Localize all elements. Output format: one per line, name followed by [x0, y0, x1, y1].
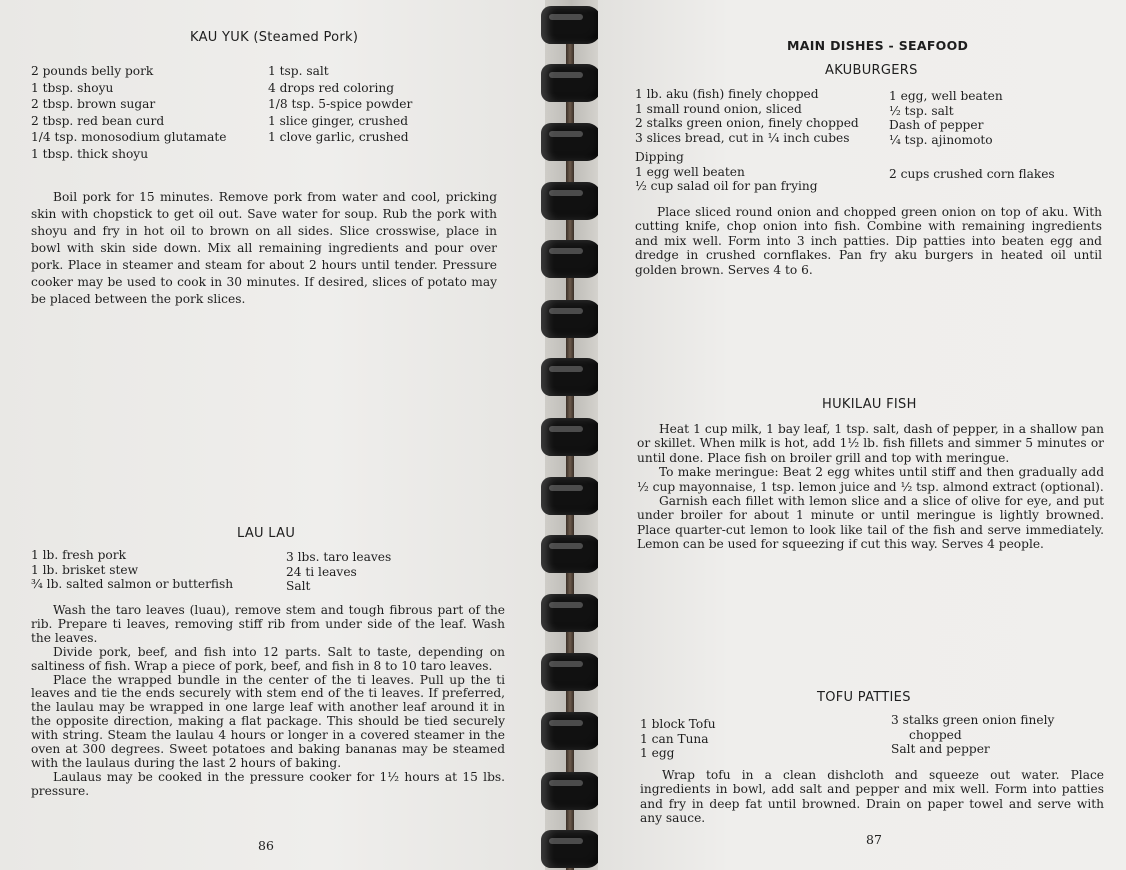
ingredient-item: 1/8 tsp. 5-spice powder	[268, 97, 413, 112]
direction-paragraph: Garnish each fillet with lemon slice and a slice of olive for eye, and put under broiler for about 1 minute or until meringue is lightly browned. Place quarter-cut lemon to look like tail of the fish and serve immediately. Lemon can be used for squeezing if cut this way. Serves 4 people.	[637, 494, 1104, 552]
ingredient-item: 1 slice ginger, crushed	[268, 113, 409, 128]
direction-paragraph: Divide pork, beef, and fish into 12 parts. Salt to taste, depending on saltiness of fish. Wrap a piece of pork, beef, and fish in 8 to 10 taro leaves.	[31, 644, 505, 673]
akuburgers-directions-text: Place sliced round onion and chopped green onion on top of aku. With cutting knife, chop onion into fish. Combine with remaining ingredients and mix well. Form into 3 inch patties. Dip patties into beaten egg and dredge in crushed cornflakes. Pan fry aku burgers in heated oil until golden brown. Serves 4 to 6.	[635, 205, 1102, 277]
ingredient-item: 1 tsp. salt	[268, 64, 329, 78]
spiral-coil	[541, 123, 601, 161]
ingredient-item: 2 cups crushed corn flakes	[889, 167, 1055, 181]
ingredient-item: Salt	[286, 579, 311, 594]
akuburgers-ingredients-right	[889, 89, 1003, 147]
spiral-coil	[541, 6, 601, 44]
ingredient-item: 1 egg, well beaten	[889, 89, 1003, 103]
spiral-coil	[541, 477, 601, 515]
ingredient-item: 1/4 tsp. monosodium glutamate	[31, 130, 227, 145]
ingredient-item: 2 tbsp. red bean curd	[31, 113, 165, 128]
direction-paragraph: Wash the taro leaves (luau), remove stem and tough fibrous part of the rib. Prepare ti leaves, removing stiff rib from under side of the leaf. Wash the leaves.	[31, 603, 505, 645]
ingredient-item: ½ cup salad oil for pan frying	[635, 179, 818, 194]
ingredient-item: 2 tbsp. brown sugar	[31, 97, 156, 112]
ingredient-item: 1 lb. aku (fish) finely chopped	[635, 87, 819, 101]
lau-lau-title: LAU LAU	[237, 526, 296, 541]
ingredient-item: ¼ tsp. ajinomoto	[889, 132, 993, 147]
tofu-patties-ingredients-right	[891, 713, 1054, 757]
ingredient-item: Salt and pepper	[891, 742, 990, 757]
kau-yuk-ingredients-right	[268, 63, 412, 146]
ingredient-item: 1 lb. brisket stew	[31, 562, 139, 577]
ingredient-item: 1 can Tuna	[640, 731, 709, 746]
ingredient-item: 2 stalks green onion, finely chopped	[635, 116, 859, 131]
spiral-coil	[541, 535, 601, 573]
ingredient-item: 4 drops red coloring	[268, 80, 395, 95]
kau-yuk-ingredients-left	[31, 63, 227, 163]
spiral-coil	[541, 830, 601, 868]
ingredient-item: 3 slices bread, cut in ¼ inch cubes	[635, 130, 850, 145]
ingredient-item: ¾ lb. salted salmon or butterfish	[31, 577, 234, 592]
spiral-coil	[541, 64, 601, 102]
spiral-coil	[541, 653, 601, 691]
lau-lau-directions	[31, 604, 505, 799]
hukilau-fish-directions	[637, 422, 1104, 552]
akuburgers-dipping-right	[889, 167, 1055, 182]
ingredient-item: 3 stalks green onion finely	[891, 713, 1055, 727]
direction-paragraph: To make meringue: Beat 2 egg whites until stiff and then gradually add ½ cup mayonnaise, 1 tsp. lemon juice and ½ tsp. almond extract (optional).	[637, 465, 1104, 494]
page-number-left: 86	[258, 838, 274, 853]
hukilau-fish-title: HUKILAU FISH	[822, 397, 917, 412]
lau-lau-ingredients-left	[31, 548, 233, 592]
spiral-coil	[541, 594, 601, 632]
spiral-coil	[541, 772, 601, 810]
page-number-right: 87	[866, 832, 882, 847]
spiral-coil	[541, 182, 601, 220]
ingredient-item: 1 tbsp. thick shoyu	[31, 146, 149, 161]
ingredient-item: 1 clove garlic, crushed	[268, 130, 409, 145]
spiral-coil	[541, 712, 601, 750]
spiral-coil	[541, 418, 601, 456]
akuburgers-ingredients-left	[635, 87, 859, 145]
ingredient-item: ½ tsp. salt	[889, 103, 954, 118]
ingredient-item: 1 small round onion, sliced	[635, 101, 802, 116]
section-title: MAIN DISHES - SEAFOOD	[787, 38, 969, 53]
direction-paragraph: Laulaus may be cooked in the pressure cooker for 1½ hours at 15 lbs. pressure.	[31, 769, 505, 798]
ingredient-item: 2 pounds belly pork	[31, 64, 154, 78]
spiral-coil	[541, 300, 601, 338]
ingredient-item: chopped	[909, 727, 962, 742]
ingredient-item: 1 egg well beaten	[635, 164, 745, 179]
spiral-coil	[541, 358, 601, 396]
tofu-patties-directions	[640, 768, 1104, 826]
tofu-patties-directions-text: Wrap tofu in a clean dishcloth and squeeze out water. Place ingredients in bowl, add salt and pepper and mix well. Form into patties and fry in deep fat until browned. Drain on paper towel and serve with any sauce.	[640, 768, 1104, 826]
ingredient-item: 3 lbs. taro leaves	[286, 550, 392, 564]
kau-yuk-directions-text: Boil pork for 15 minutes. Remove pork from water and cool, pricking skin with chopstick to get oil out. Save water for soup. Rub the pork with shoyu and fry in hot oil to brown on all sides. Slice crosswise, place in bowl with skin side down. Mix all remaining ingredients and pour over pork. Place in steamer and steam for about 2 hours until tender. Pressure cooker may be used to cook in 30 minutes. If desired, slices of potato may be placed between the pork slices.	[31, 190, 497, 306]
ingredient-item: Dipping	[635, 150, 684, 164]
ingredient-item: 1 block Tofu	[640, 717, 716, 731]
tofu-patties-title: TOFU PATTIES	[817, 690, 911, 705]
akuburgers-directions	[635, 205, 1102, 277]
akuburgers-dipping-left	[635, 150, 818, 194]
tofu-patties-ingredients-left	[640, 717, 716, 761]
kau-yuk-title: KAU YUK (Steamed Pork)	[190, 30, 359, 45]
ingredient-item: Dash of pepper	[889, 118, 984, 133]
akuburgers-title: AKUBURGERS	[825, 63, 918, 78]
ingredient-item: 1 egg	[640, 746, 675, 761]
ingredient-item: 1 tbsp. shoyu	[31, 80, 114, 95]
spiral-coil	[541, 240, 601, 278]
lau-lau-ingredients-right	[286, 550, 391, 594]
ingredient-item: 24 ti leaves	[286, 564, 357, 579]
direction-paragraph: Place the wrapped bundle in the center of the ti leaves. Pull up the ti leaves and tie the ends securely with stem end of the ti leaves. If preferred, the laulau may be wrapped in one large leaf with another leaf around it in the opposite direction, making a flat package. This should be tied securely with string. Steam the laulau 4 hours or longer in a covered steamer in the oven at 300 degrees. Sweet potatoes and baking bananas may be steamed with the laulaus during the last 2 hours of baking.	[31, 672, 505, 770]
kau-yuk-directions	[31, 189, 497, 308]
right-page	[598, 0, 1126, 870]
direction-paragraph: Heat 1 cup milk, 1 bay leaf, 1 tsp. salt, dash of pepper, in a shallow pan or skillet. When milk is hot, add 1½ lb. fish fillets and simmer 5 minutes or until done. Place fish on broiler grill and top with meringue.	[637, 422, 1104, 465]
ingredient-item: 1 lb. fresh pork	[31, 548, 126, 562]
left-page	[0, 0, 545, 870]
